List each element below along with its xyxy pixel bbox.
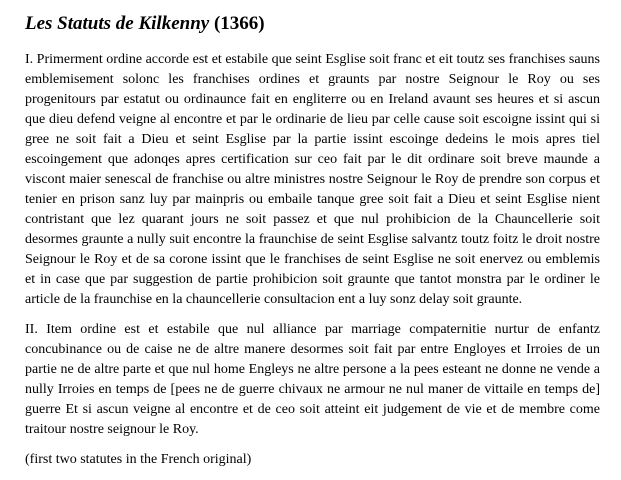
title-italic: Les Statuts de Kilkenny xyxy=(25,13,210,34)
source-note: (first two statutes in the French original) xyxy=(25,452,252,467)
statute-1-paragraph: I. Primerment ordine accorde est et estabile que seint Esglise soit franc et eit toutz ses franchises sauns emblemisement solonc les franchises ordines et graunts par nostre Seignour le Roy ou ses progenitours par estatut ou ordinaunce fait en engliterre ou en Ireland avaunt ses heures et si ascun que dieu defend veigne al encontre et par le ordinarie de lieu par celle cause soit escoigne issint qui si gree ne soit fait a Dieu et seint Esglise par la partie issint escoinge dedeins le mois apres tiel escoingement que adonqes apres certification sur ceo fait par le dit ordinare soit breve maunde a viscont maier senescal de franchise ou altre ministres nostre Seignour le Roy de prendre son corpus et tenier en prison sanz luy par mainpris ou embaile tanque gree soit fait a Dieu et seint Esglise nient contristant que lez quarant jours ne soit passez et que nul prohibicion de la Chauncellerie soit desormes graunte a nully suit encontre la fraunchise de seint Esglise salvantz toutz foitz le droit nostre Seignour le Roy et de sa corone issint que le franchises de seint Esglise ne soit enervez ou emblemis et in case que par suggestion de partie prohibicion soit graunte que tantot monstra par le ordiner le article de la fraunchise en la chauncellerie consultacion ent a luy sonz delay soit graunte. xyxy=(25,52,600,307)
document-title xyxy=(25,12,600,36)
title-year: (1366) xyxy=(209,13,265,34)
statute-2-paragraph: II. Item ordine est et estabile que nul alliance par marriage compaternitie nurtur de enfantz concubinance ou de caise ne de altre manere desormes soit fait par entre Engloyes et Irroies de un partie ne de altre parte et que nul home Engleys ne altre persone a la pees esteant ne donne ne vende a nully Irroies en temps de [pees ne de guerre chivaux ne armour ne nul maner de vittaile en temps de] guerre Et si ascun veigne al encontre et de ceo soit atteint eit judgement de vie et de membre come traitour nostre seignour le Roy. xyxy=(25,322,600,437)
document-page xyxy=(25,12,600,470)
